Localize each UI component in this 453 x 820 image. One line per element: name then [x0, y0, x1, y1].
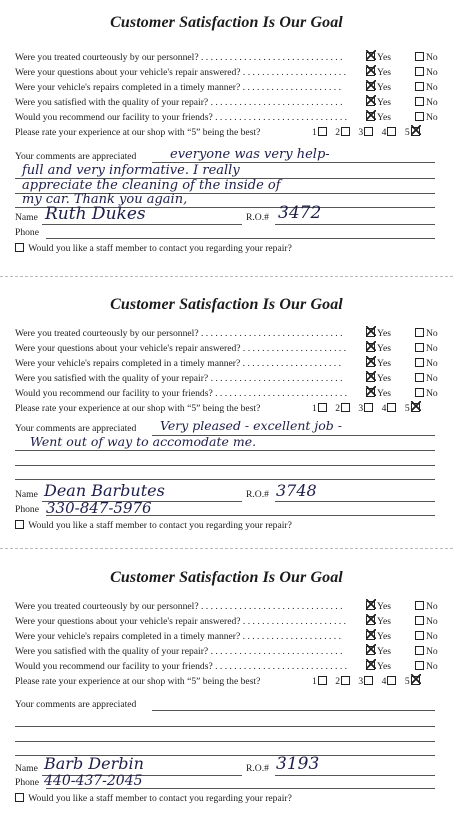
rating-3-checkbox[interactable]: [364, 127, 373, 136]
yes-label: Yes: [377, 373, 391, 384]
ro-line: [275, 501, 435, 502]
question-rating: Please rate your experience at our shop with “5” being the best?: [15, 403, 261, 414]
yes-label: Yes: [377, 112, 391, 123]
rating-label-1: 1: [312, 403, 317, 414]
no-label: No: [425, 646, 438, 657]
question-recommend: Would you recommend our facility to your friends? . . . . . . . . . . . . . . . . . . . . . . . . . . . .: [15, 112, 348, 123]
contact-question: Would you like a staff member to contact you regarding your repair?: [28, 520, 292, 531]
rating-label-2: 2: [335, 127, 340, 138]
comment-line: [15, 726, 435, 727]
no-checkbox[interactable]: [415, 67, 424, 76]
contact-checkbox[interactable]: [15, 793, 24, 802]
answer-recommend: [366, 388, 448, 400]
yes-checkbox[interactable]: [366, 52, 375, 61]
phone-number[interactable]: 440-437-2045: [44, 773, 143, 789]
yes-label: Yes: [377, 616, 391, 627]
answer-quality: [366, 97, 448, 109]
comment-text[interactable]: appreciate the cleaning of the inside of: [22, 178, 281, 193]
rating-label-1: 1: [312, 127, 317, 138]
survey-card-1: [0, 0, 453, 272]
no-checkbox[interactable]: [415, 82, 424, 91]
card-divider: [0, 276, 453, 277]
question-courteous: Were you treated courteously by our personnel? . . . . . . . . . . . . . . . . . . . . . . . . . . . . . .: [15, 52, 343, 63]
answer-courteous: [366, 328, 448, 340]
no-checkbox[interactable]: [415, 631, 424, 640]
yes-label: Yes: [377, 631, 391, 642]
yes-label: Yes: [377, 601, 391, 612]
no-checkbox[interactable]: [415, 358, 424, 367]
yes-checkbox[interactable]: [366, 601, 375, 610]
name-line: [42, 224, 242, 225]
question-recommend: Would you recommend our facility to your friends? . . . . . . . . . . . . . . . . . . . . . . . . . . . .: [15, 661, 348, 672]
contact-row: [15, 793, 292, 805]
ro-label: R.O.#: [246, 212, 269, 223]
card-divider: [0, 548, 453, 549]
no-label: No: [425, 616, 438, 627]
no-label: No: [425, 373, 438, 384]
no-label: No: [425, 52, 438, 63]
yes-checkbox[interactable]: [366, 328, 375, 337]
phone-line: [46, 238, 435, 239]
ro-number[interactable]: 3193: [276, 754, 320, 774]
no-checkbox[interactable]: [415, 616, 424, 625]
question-answered: Were your questions about your vehicle's repair answered? . . . . . . . . . . . . . . . . . . . . . .: [15, 343, 347, 354]
rating-5-checkbox[interactable]: [411, 676, 420, 685]
rating-4-checkbox[interactable]: [387, 676, 396, 685]
rating-label-1: 1: [312, 676, 317, 687]
contact-row: [15, 520, 292, 532]
survey-card-3: [0, 555, 453, 820]
question-rating: Please rate your experience at our shop with “5” being the best?: [15, 676, 261, 687]
no-label: No: [425, 82, 438, 93]
question-quality: Were you satisfied with the quality of your repair? . . . . . . . . . . . . . . . . . . . . . . . . . . . .: [15, 97, 343, 108]
rating-4-checkbox[interactable]: [387, 403, 396, 412]
question-answered: Were your questions about your vehicle's repair answered? . . . . . . . . . . . . . . . . . . . . . .: [15, 67, 347, 78]
rating-3-checkbox[interactable]: [364, 403, 373, 412]
no-checkbox[interactable]: [415, 97, 424, 106]
comment-text[interactable]: full and very informative. I really: [22, 163, 240, 178]
question-recommend: Would you recommend our facility to your friends? . . . . . . . . . . . . . . . . . . . . . . . . . . . .: [15, 388, 348, 399]
comments-label: Your comments are appreciated: [15, 423, 137, 434]
question-quality: Were you satisfied with the quality of your repair? . . . . . . . . . . . . . . . . . . . . . . . . . . . .: [15, 646, 343, 657]
phone-label: Phone: [15, 227, 39, 238]
yes-checkbox[interactable]: [366, 373, 375, 382]
rating-options: [312, 676, 426, 688]
rating-2-checkbox[interactable]: [341, 676, 350, 685]
comments-label: Your comments are appreciated: [15, 151, 137, 162]
rating-5-checkbox[interactable]: [411, 127, 420, 136]
question-answered: Were your questions about your vehicle's repair answered? . . . . . . . . . . . . . . . . . . . . . .: [15, 616, 347, 627]
rating-options: [312, 127, 426, 139]
yes-label: Yes: [377, 343, 391, 354]
no-checkbox[interactable]: [415, 373, 424, 382]
yes-label: Yes: [377, 661, 391, 672]
rating-label-4: 4: [381, 676, 387, 687]
no-label: No: [425, 661, 438, 672]
yes-checkbox[interactable]: [366, 388, 375, 397]
rating-label-2: 2: [335, 403, 340, 414]
answer-recommend: [366, 112, 448, 124]
phone-label: Phone: [15, 504, 39, 515]
no-label: No: [425, 112, 438, 123]
no-checkbox[interactable]: [415, 661, 424, 670]
answer-quality: [366, 373, 448, 385]
question-timely: Were your vehicle's repairs completed in a timely manner? . . . . . . . . . . . . . . . . . . . . .: [15, 631, 341, 642]
yes-label: Yes: [377, 646, 391, 657]
comment-line: [15, 450, 435, 451]
answer-recommend: [366, 661, 448, 673]
name-label: Name: [15, 763, 38, 774]
no-label: No: [425, 328, 438, 339]
rating-3-checkbox[interactable]: [364, 676, 373, 685]
rating-label-4: 4: [381, 403, 387, 414]
question-timely: Were your vehicle's repairs completed in a timely manner? . . . . . . . . . . . . . . . . . . . . .: [15, 82, 341, 93]
comment-line: [15, 465, 435, 466]
ro-line: [275, 775, 435, 776]
yes-checkbox[interactable]: [366, 67, 375, 76]
ro-number[interactable]: 3472: [278, 203, 322, 223]
answer-answered: [366, 67, 448, 79]
customer-name[interactable]: Dean Barbutes: [44, 481, 165, 500]
yes-label: Yes: [377, 52, 391, 63]
yes-checkbox[interactable]: [366, 112, 375, 121]
no-checkbox[interactable]: [415, 601, 424, 610]
yes-label: Yes: [377, 67, 391, 78]
ro-label: R.O.#: [246, 489, 269, 500]
answer-answered: [366, 343, 448, 355]
contact-checkbox[interactable]: [15, 243, 24, 252]
no-label: No: [425, 343, 438, 354]
contact-question: Would you like a staff member to contact you regarding your repair?: [28, 243, 292, 254]
yes-checkbox[interactable]: [366, 358, 375, 367]
comment-line: [15, 479, 435, 480]
comments-label: Your comments are appreciated: [15, 699, 137, 710]
rating-options: [312, 403, 426, 415]
question-rating: Please rate your experience at our shop with “5” being the best?: [15, 127, 261, 138]
yes-checkbox[interactable]: [366, 646, 375, 655]
comment-line: [152, 710, 435, 711]
no-label: No: [425, 97, 438, 108]
yes-checkbox[interactable]: [366, 343, 375, 352]
rating-label-5: 5: [404, 403, 410, 414]
rating-label-3: 3: [358, 676, 364, 687]
ro-label: R.O.#: [246, 763, 269, 774]
no-label: No: [425, 358, 438, 369]
no-label: No: [425, 601, 438, 612]
rating-label-5: 5: [404, 676, 410, 687]
contact-row: [15, 243, 292, 255]
customer-name[interactable]: Ruth Dukes: [45, 204, 146, 224]
rating-2-checkbox[interactable]: [341, 127, 350, 136]
card-title: Customer Satisfaction Is Our Goal: [110, 569, 343, 586]
answer-timely: [366, 82, 448, 94]
no-checkbox[interactable]: [415, 388, 424, 397]
rating-label-5: 5: [404, 127, 410, 138]
rating-label-3: 3: [358, 127, 364, 138]
answer-timely: [366, 631, 448, 643]
rating-1-checkbox[interactable]: [318, 403, 327, 412]
no-checkbox[interactable]: [415, 328, 424, 337]
name-label: Name: [15, 489, 38, 500]
comment-text[interactable]: everyone was very help-: [170, 147, 330, 162]
question-quality: Were you satisfied with the quality of your repair? . . . . . . . . . . . . . . . . . . . . . . . . . . . .: [15, 373, 343, 384]
comment-text[interactable]: Very pleased - excellent job -: [160, 418, 343, 433]
rating-label-2: 2: [335, 676, 340, 687]
name-label: Name: [15, 212, 38, 223]
yes-checkbox[interactable]: [366, 661, 375, 670]
answer-answered: [366, 616, 448, 628]
rating-1-checkbox[interactable]: [318, 676, 327, 685]
rating-2-checkbox[interactable]: [341, 403, 350, 412]
no-checkbox[interactable]: [415, 646, 424, 655]
ro-line: [275, 224, 435, 225]
yes-checkbox[interactable]: [366, 82, 375, 91]
comment-line: [15, 741, 435, 742]
contact-question: Would you like a staff member to contact you regarding your repair?: [28, 793, 292, 804]
yes-label: Yes: [377, 82, 391, 93]
no-label: No: [425, 631, 438, 642]
yes-label: Yes: [377, 358, 391, 369]
answer-quality: [366, 646, 448, 658]
contact-checkbox[interactable]: [15, 520, 24, 529]
comment-text[interactable]: my car. Thank you again,: [22, 192, 188, 207]
survey-card-2: [0, 282, 453, 554]
rating-label-4: 4: [381, 127, 387, 138]
yes-checkbox[interactable]: [366, 97, 375, 106]
no-checkbox[interactable]: [415, 52, 424, 61]
phone-label: Phone: [15, 777, 39, 788]
customer-name[interactable]: Barb Derbin: [44, 754, 144, 773]
question-courteous: Were you treated courteously by our personnel? . . . . . . . . . . . . . . . . . . . . . . . . . . . . . .: [15, 601, 343, 612]
yes-label: Yes: [377, 328, 391, 339]
card-title: Customer Satisfaction Is Our Goal: [110, 14, 343, 31]
no-checkbox[interactable]: [415, 112, 424, 121]
phone-number[interactable]: 330-847-5976: [46, 499, 152, 517]
card-title: Customer Satisfaction Is Our Goal: [110, 296, 343, 313]
yes-checkbox[interactable]: [366, 616, 375, 625]
no-checkbox[interactable]: [415, 343, 424, 352]
yes-checkbox[interactable]: [366, 631, 375, 640]
rating-label-3: 3: [358, 403, 364, 414]
yes-label: Yes: [377, 97, 391, 108]
no-label: No: [425, 388, 438, 399]
answer-timely: [366, 358, 448, 370]
question-timely: Were your vehicle's repairs completed in a timely manner? . . . . . . . . . . . . . . . . . . . . .: [15, 358, 341, 369]
rating-1-checkbox[interactable]: [318, 127, 327, 136]
yes-label: Yes: [377, 388, 391, 399]
rating-4-checkbox[interactable]: [387, 127, 396, 136]
question-courteous: Were you treated courteously by our personnel? . . . . . . . . . . . . . . . . . . . . . . . . . . . . . .: [15, 328, 343, 339]
answer-courteous: [366, 52, 448, 64]
answer-courteous: [366, 601, 448, 613]
ro-number[interactable]: 3748: [276, 481, 317, 500]
no-label: No: [425, 67, 438, 78]
comment-text[interactable]: Went out of way to accomodate me.: [30, 434, 257, 449]
rating-5-checkbox[interactable]: [411, 403, 420, 412]
